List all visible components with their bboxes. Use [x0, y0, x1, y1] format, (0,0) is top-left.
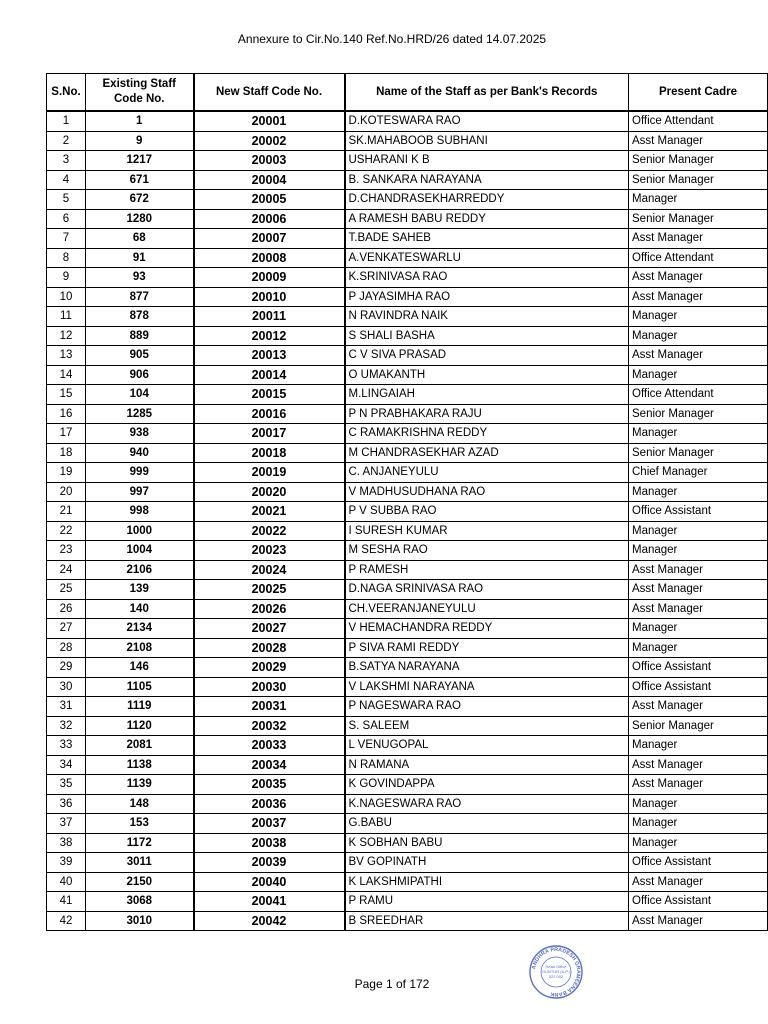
col-header-sno: S.No. — [47, 74, 86, 112]
table-row — [47, 521, 768, 541]
serial-number-cell: 40 — [47, 872, 86, 892]
new-code-cell: 20008 — [194, 248, 345, 268]
cadre-cell: Senior Manager — [629, 716, 768, 736]
staff-name-cell: C V SIVA PRASAD — [345, 346, 629, 366]
table-row — [47, 209, 768, 229]
table-body — [47, 111, 768, 931]
cadre-cell: Office Assistant — [629, 853, 768, 873]
new-code-cell: 20019 — [194, 463, 345, 483]
new-code-cell: 20002 — [194, 131, 345, 151]
new-code-cell: 20017 — [194, 424, 345, 444]
staff-name-cell: I SURESH KUMAR — [345, 521, 629, 541]
existing-code-cell: 889 — [86, 326, 194, 346]
serial-number-cell: 15 — [47, 385, 86, 405]
existing-code-cell: 2108 — [86, 638, 194, 658]
existing-code-cell: 1004 — [86, 541, 194, 561]
cadre-cell: Office Assistant — [629, 502, 768, 522]
staff-name-cell: CH.VEERANJANEYULU — [345, 599, 629, 619]
new-code-cell: 20007 — [194, 229, 345, 249]
table-row — [47, 814, 768, 834]
cadre-cell: Senior Manager — [629, 209, 768, 229]
existing-code-cell: 672 — [86, 190, 194, 210]
existing-code-cell: 1105 — [86, 677, 194, 697]
cadre-cell: Chief Manager — [629, 463, 768, 483]
staff-name-cell: K.SRINIVASA RAO — [345, 268, 629, 288]
existing-code-cell: 1285 — [86, 404, 194, 424]
serial-number-cell: 41 — [47, 892, 86, 912]
existing-code-cell: 877 — [86, 287, 194, 307]
new-code-cell: 20036 — [194, 794, 345, 814]
table-row — [47, 716, 768, 736]
new-code-cell: 20009 — [194, 268, 345, 288]
cadre-cell: Office Attendant — [629, 385, 768, 405]
cadre-cell: Manager — [629, 638, 768, 658]
cadre-cell: Manager — [629, 833, 768, 853]
serial-number-cell: 18 — [47, 443, 86, 463]
serial-number-cell: 32 — [47, 716, 86, 736]
staff-name-cell: K GOVINDAPPA — [345, 775, 629, 795]
new-code-cell: 20015 — [194, 385, 345, 405]
new-code-cell: 20022 — [194, 521, 345, 541]
cadre-cell: Manager — [629, 190, 768, 210]
serial-number-cell: 36 — [47, 794, 86, 814]
serial-number-cell: 20 — [47, 482, 86, 502]
serial-number-cell: 37 — [47, 814, 86, 834]
staff-code-table — [46, 73, 768, 931]
existing-code-cell: 93 — [86, 268, 194, 288]
table-row — [47, 424, 768, 444]
table-row — [47, 736, 768, 756]
cadre-cell: Office Attendant — [629, 111, 768, 131]
existing-code-cell: 1217 — [86, 151, 194, 171]
new-code-cell: 20040 — [194, 872, 345, 892]
staff-name-cell: USHARANI K B — [345, 151, 629, 171]
table-row — [47, 677, 768, 697]
staff-name-cell: T.BADE SAHEB — [345, 229, 629, 249]
table-row — [47, 658, 768, 678]
page-number: Page 1 of 172 — [354, 977, 430, 991]
table-row — [47, 268, 768, 288]
cadre-cell: Asst Manager — [629, 346, 768, 366]
new-code-cell: 20041 — [194, 892, 345, 912]
cadre-cell: Senior Manager — [629, 151, 768, 171]
col-header-new-code: New Staff Code No. — [194, 74, 345, 112]
cadre-cell: Asst Manager — [629, 911, 768, 931]
serial-number-cell: 1 — [47, 111, 86, 131]
cadre-cell: Asst Manager — [629, 775, 768, 795]
table-row — [47, 131, 768, 151]
serial-number-cell: 28 — [47, 638, 86, 658]
staff-name-cell: K SOBHAN BABU — [345, 833, 629, 853]
staff-name-cell: P SIVA RAMI REDDY — [345, 638, 629, 658]
bank-seal-stamp — [528, 944, 584, 1000]
cadre-cell: Office Assistant — [629, 892, 768, 912]
cadre-cell: Asst Manager — [629, 229, 768, 249]
staff-name-cell: C. ANJANEYULU — [345, 463, 629, 483]
existing-code-cell: 1138 — [86, 755, 194, 775]
table-row — [47, 326, 768, 346]
cadre-cell: Office Attendant — [629, 248, 768, 268]
serial-number-cell: 29 — [47, 658, 86, 678]
new-code-cell: 20037 — [194, 814, 345, 834]
table-row — [47, 872, 768, 892]
cadre-cell: Asst Manager — [629, 131, 768, 151]
staff-name-cell: P N PRABHAKARA RAJU — [345, 404, 629, 424]
existing-code-cell: 68 — [86, 229, 194, 249]
new-code-cell: 20038 — [194, 833, 345, 853]
new-code-cell: 20029 — [194, 658, 345, 678]
staff-name-cell: S. SALEEM — [345, 716, 629, 736]
new-code-cell: 20020 — [194, 482, 345, 502]
existing-code-cell: 104 — [86, 385, 194, 405]
new-code-cell: 20005 — [194, 190, 345, 210]
existing-code-cell: 999 — [86, 463, 194, 483]
serial-number-cell: 38 — [47, 833, 86, 853]
staff-name-cell: B.SATYA NARAYANA — [345, 658, 629, 678]
serial-number-cell: 39 — [47, 853, 86, 873]
table-row — [47, 911, 768, 931]
table-row — [47, 463, 768, 483]
existing-code-cell: 940 — [86, 443, 194, 463]
staff-name-cell: D.NAGA SRINIVASA RAO — [345, 580, 629, 600]
existing-code-cell: 905 — [86, 346, 194, 366]
serial-number-cell: 11 — [47, 307, 86, 327]
table-row — [47, 190, 768, 210]
new-code-cell: 20004 — [194, 170, 345, 190]
existing-code-cell: 2134 — [86, 619, 194, 639]
serial-number-cell: 26 — [47, 599, 86, 619]
new-code-cell: 20011 — [194, 307, 345, 327]
table-row — [47, 365, 768, 385]
existing-code-cell: 140 — [86, 599, 194, 619]
new-code-cell: 20003 — [194, 151, 345, 171]
new-code-cell: 20035 — [194, 775, 345, 795]
serial-number-cell: 30 — [47, 677, 86, 697]
cadre-cell: Manager — [629, 482, 768, 502]
serial-number-cell: 7 — [47, 229, 86, 249]
staff-name-cell: BV GOPINATH — [345, 853, 629, 873]
existing-code-cell: 671 — [86, 170, 194, 190]
new-code-cell: 20027 — [194, 619, 345, 639]
cadre-cell: Manager — [629, 814, 768, 834]
staff-name-cell: SK.MAHABOOB SUBHANI — [345, 131, 629, 151]
cadre-cell: Manager — [629, 326, 768, 346]
new-code-cell: 20039 — [194, 853, 345, 873]
staff-name-cell: K.NAGESWARA RAO — [345, 794, 629, 814]
serial-number-cell: 4 — [47, 170, 86, 190]
cadre-cell: Manager — [629, 307, 768, 327]
new-code-cell: 20033 — [194, 736, 345, 756]
new-code-cell: 20028 — [194, 638, 345, 658]
staff-name-cell: N RAMANA — [345, 755, 629, 775]
existing-code-cell: 2150 — [86, 872, 194, 892]
col-header-existing-code: Existing Staff Code No. — [86, 74, 194, 112]
col-header-staff-name: Name of the Staff as per Bank's Records — [345, 74, 629, 112]
new-code-cell: 20023 — [194, 541, 345, 561]
serial-number-cell: 34 — [47, 755, 86, 775]
cadre-cell: Asst Manager — [629, 872, 768, 892]
new-code-cell: 20016 — [194, 404, 345, 424]
table-row — [47, 151, 768, 171]
table-row — [47, 892, 768, 912]
serial-number-cell: 27 — [47, 619, 86, 639]
cadre-cell: Asst Manager — [629, 560, 768, 580]
new-code-cell: 20021 — [194, 502, 345, 522]
serial-number-cell: 17 — [47, 424, 86, 444]
existing-code-cell: 3011 — [86, 853, 194, 873]
serial-number-cell: 3 — [47, 151, 86, 171]
existing-code-cell: 1139 — [86, 775, 194, 795]
table-row — [47, 443, 768, 463]
new-code-cell: 20025 — [194, 580, 345, 600]
serial-number-cell: 16 — [47, 404, 86, 424]
existing-code-cell: 938 — [86, 424, 194, 444]
serial-number-cell: 22 — [47, 521, 86, 541]
staff-name-cell: O UMAKANTH — [345, 365, 629, 385]
serial-number-cell: 14 — [47, 365, 86, 385]
staff-name-cell: A RAMESH BABU REDDY — [345, 209, 629, 229]
new-code-cell: 20031 — [194, 697, 345, 717]
staff-name-cell: M SESHA RAO — [345, 541, 629, 561]
table-row — [47, 853, 768, 873]
new-code-cell: 20024 — [194, 560, 345, 580]
table-row — [47, 794, 768, 814]
cadre-cell: Asst Manager — [629, 268, 768, 288]
existing-code-cell: 1000 — [86, 521, 194, 541]
table-row — [47, 599, 768, 619]
existing-code-cell: 2106 — [86, 560, 194, 580]
serial-number-cell: 21 — [47, 502, 86, 522]
cadre-cell: Asst Manager — [629, 599, 768, 619]
serial-number-cell: 25 — [47, 580, 86, 600]
serial-number-cell: 13 — [47, 346, 86, 366]
staff-name-cell: P V SUBBA RAO — [345, 502, 629, 522]
table-row — [47, 229, 768, 249]
new-code-cell: 20026 — [194, 599, 345, 619]
staff-name-cell: V HEMACHANDRA REDDY — [345, 619, 629, 639]
staff-name-cell: B SREEDHAR — [345, 911, 629, 931]
staff-name-cell: V MADHUSUDHANA RAO — [345, 482, 629, 502]
table-row — [47, 502, 768, 522]
staff-name-cell: B. SANKARA NARAYANA — [345, 170, 629, 190]
existing-code-cell: 3010 — [86, 911, 194, 931]
new-code-cell: 20010 — [194, 287, 345, 307]
serial-number-cell: 19 — [47, 463, 86, 483]
table-row — [47, 287, 768, 307]
staff-name-cell: D.KOTESWARA RAO — [345, 111, 629, 131]
svg-text:GUNTUR (A.P.): GUNTUR (A.P.) — [542, 969, 570, 974]
cadre-cell: Asst Manager — [629, 580, 768, 600]
cadre-cell: Office Assistant — [629, 658, 768, 678]
cadre-cell: Manager — [629, 794, 768, 814]
svg-text:522 002: 522 002 — [548, 974, 564, 979]
existing-code-cell: 139 — [86, 580, 194, 600]
table-row — [47, 248, 768, 268]
cadre-cell: Senior Manager — [629, 170, 768, 190]
existing-code-cell: 146 — [86, 658, 194, 678]
cadre-cell: Asst Manager — [629, 287, 768, 307]
cadre-cell: Senior Manager — [629, 404, 768, 424]
new-code-cell: 20042 — [194, 911, 345, 931]
existing-code-cell: 906 — [86, 365, 194, 385]
svg-text:Head Office: Head Office — [545, 964, 567, 969]
existing-code-cell: 1 — [86, 111, 194, 131]
staff-name-cell: P JAYASIMHA RAO — [345, 287, 629, 307]
serial-number-cell: 2 — [47, 131, 86, 151]
table-row — [47, 619, 768, 639]
cadre-cell: Manager — [629, 424, 768, 444]
table-row — [47, 638, 768, 658]
table-row — [47, 580, 768, 600]
table-row — [47, 111, 768, 131]
serial-number-cell: 5 — [47, 190, 86, 210]
table-row — [47, 404, 768, 424]
new-code-cell: 20012 — [194, 326, 345, 346]
existing-code-cell: 997 — [86, 482, 194, 502]
staff-name-cell: P RAMESH — [345, 560, 629, 580]
serial-number-cell: 35 — [47, 775, 86, 795]
table-row — [47, 307, 768, 327]
cadre-cell: Manager — [629, 365, 768, 385]
staff-name-cell: G.BABU — [345, 814, 629, 834]
existing-code-cell: 1119 — [86, 697, 194, 717]
cadre-cell: Asst Manager — [629, 697, 768, 717]
existing-code-cell: 2081 — [86, 736, 194, 756]
new-code-cell: 20014 — [194, 365, 345, 385]
new-code-cell: 20032 — [194, 716, 345, 736]
existing-code-cell: 9 — [86, 131, 194, 151]
cadre-cell: Senior Manager — [629, 443, 768, 463]
serial-number-cell: 42 — [47, 911, 86, 931]
staff-name-cell: C RAMAKRISHNA REDDY — [345, 424, 629, 444]
new-code-cell: 20001 — [194, 111, 345, 131]
serial-number-cell: 23 — [47, 541, 86, 561]
existing-code-cell: 148 — [86, 794, 194, 814]
new-code-cell: 20030 — [194, 677, 345, 697]
table-row — [47, 346, 768, 366]
cadre-cell: Asst Manager — [629, 755, 768, 775]
serial-number-cell: 24 — [47, 560, 86, 580]
staff-name-cell: S SHALI BASHA — [345, 326, 629, 346]
table-row — [47, 755, 768, 775]
staff-name-cell: V LAKSHMI NARAYANA — [345, 677, 629, 697]
existing-code-cell: 998 — [86, 502, 194, 522]
col-header-present-cadre: Present Cadre — [629, 74, 768, 112]
staff-name-cell: A.VENKATESWARLU — [345, 248, 629, 268]
svg-text:ANDHRA PRADESH GRAMEENA BANK: ANDHRA PRADESH GRAMEENA BANK — [531, 946, 582, 998]
staff-name-cell: P NAGESWARA RAO — [345, 697, 629, 717]
table-row — [47, 833, 768, 853]
serial-number-cell: 31 — [47, 697, 86, 717]
new-code-cell: 20006 — [194, 209, 345, 229]
serial-number-cell: 8 — [47, 248, 86, 268]
cadre-cell: Manager — [629, 619, 768, 639]
table-row — [47, 775, 768, 795]
staff-name-cell: M.LINGAIAH — [345, 385, 629, 405]
new-code-cell: 20013 — [194, 346, 345, 366]
cadre-cell: Manager — [629, 521, 768, 541]
existing-code-cell: 878 — [86, 307, 194, 327]
serial-number-cell: 9 — [47, 268, 86, 288]
existing-code-cell: 153 — [86, 814, 194, 834]
existing-code-cell: 91 — [86, 248, 194, 268]
new-code-cell: 20034 — [194, 755, 345, 775]
table-row — [47, 385, 768, 405]
serial-number-cell: 12 — [47, 326, 86, 346]
serial-number-cell: 6 — [47, 209, 86, 229]
staff-name-cell: D.CHANDRASEKHARREDDY — [345, 190, 629, 210]
cadre-cell: Manager — [629, 736, 768, 756]
existing-code-cell: 3068 — [86, 892, 194, 912]
annexure-title: Annexure to Cir.No.140 Ref.No.HRD/26 dated 14.07.2025 — [237, 32, 547, 46]
new-code-cell: 20018 — [194, 443, 345, 463]
table-row — [47, 482, 768, 502]
serial-number-cell: 10 — [47, 287, 86, 307]
existing-code-cell: 1120 — [86, 716, 194, 736]
table-header-row — [47, 74, 768, 112]
table-row — [47, 170, 768, 190]
table-row — [47, 697, 768, 717]
staff-name-cell: P RAMU — [345, 892, 629, 912]
staff-name-cell: L VENUGOPAL — [345, 736, 629, 756]
existing-code-cell: 1172 — [86, 833, 194, 853]
staff-name-cell: N RAVINDRA NAIK — [345, 307, 629, 327]
serial-number-cell: 33 — [47, 736, 86, 756]
staff-name-cell: M CHANDRASEKHAR AZAD — [345, 443, 629, 463]
staff-name-cell: K LAKSHMIPATHI — [345, 872, 629, 892]
cadre-cell: Manager — [629, 541, 768, 561]
table-row — [47, 560, 768, 580]
table-row — [47, 541, 768, 561]
cadre-cell: Office Assistant — [629, 677, 768, 697]
existing-code-cell: 1280 — [86, 209, 194, 229]
